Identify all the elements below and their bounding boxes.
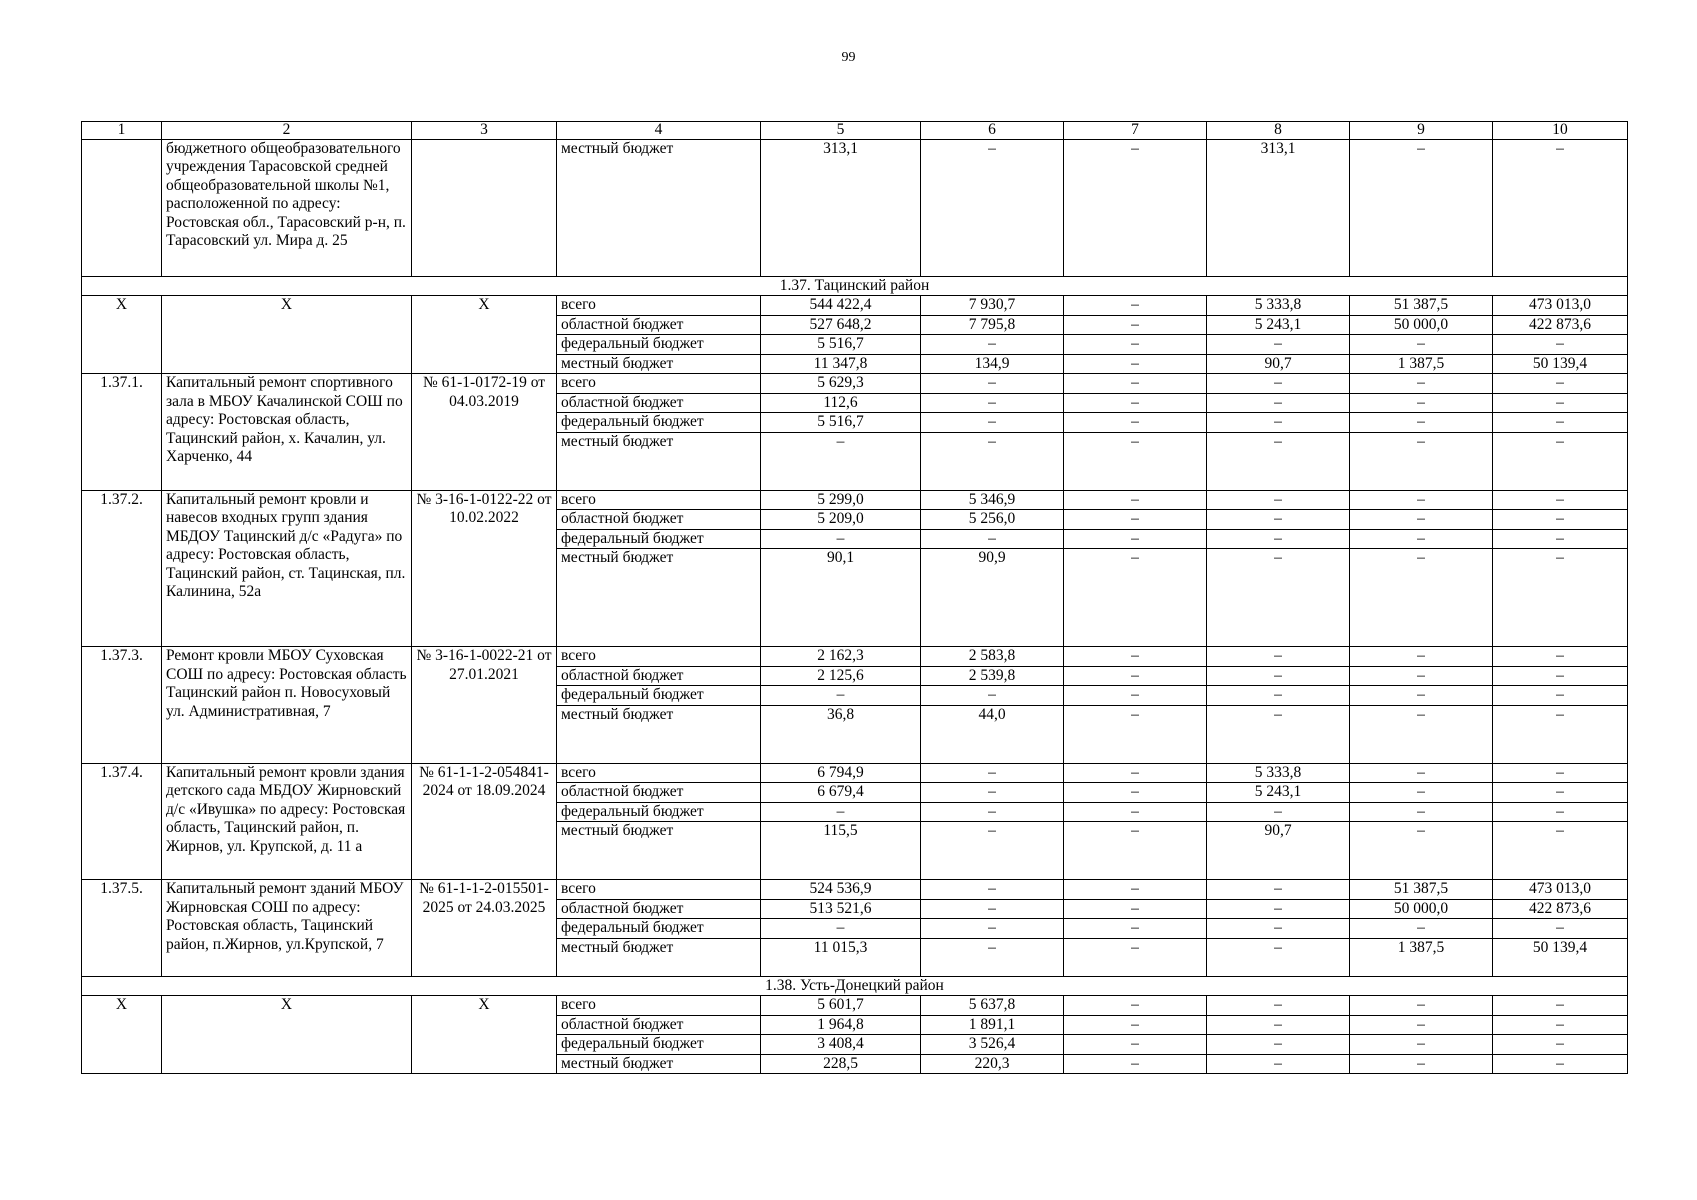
amount-cell: 36,8 xyxy=(761,705,921,763)
item-row xyxy=(82,139,1628,276)
amount-cell: 313,1 xyxy=(761,139,921,276)
amount-cell: – xyxy=(1493,432,1628,490)
amount-cell: – xyxy=(1064,938,1207,976)
amount-cell: – xyxy=(1064,899,1207,919)
amount-cell: – xyxy=(1493,413,1628,433)
amount-cell: 5 516,7 xyxy=(761,413,921,433)
amount-cell: – xyxy=(761,529,921,549)
amount-cell: – xyxy=(1493,490,1628,510)
amount-cell: – xyxy=(1064,529,1207,549)
funding-source: всего xyxy=(557,996,761,1016)
amount-cell: 90,7 xyxy=(1207,822,1350,880)
amount-cell: – xyxy=(1350,763,1493,783)
amount-cell: – xyxy=(1064,413,1207,433)
amount-cell: 220,3 xyxy=(921,1054,1064,1074)
item-name: X xyxy=(162,296,412,374)
amount-cell: – xyxy=(1064,315,1207,335)
amount-cell: 473 013,0 xyxy=(1493,296,1628,316)
amount-cell: – xyxy=(1064,139,1207,276)
amount-cell: 527 648,2 xyxy=(761,315,921,335)
amount-cell: – xyxy=(1207,802,1350,822)
amount-cell: – xyxy=(1493,374,1628,394)
column-number: 2 xyxy=(162,122,412,140)
amount-cell: – xyxy=(1350,335,1493,355)
amount-cell: – xyxy=(1207,647,1350,667)
amount-cell: – xyxy=(1207,938,1350,976)
amount-cell: – xyxy=(1064,880,1207,900)
amount-cell: – xyxy=(1064,996,1207,1016)
item-name: Капитальный ремонт зданий МБОУ Жирновская СОШ по адресу: Ростовская область, Тацинский район, п.Жирнов, ул.Крупской, 7 xyxy=(162,880,412,977)
amount-cell: 5 209,0 xyxy=(761,510,921,530)
amount-cell: 524 536,9 xyxy=(761,880,921,900)
item-document: № 61-1-1-2-015501-2025 от 24.03.2025 xyxy=(412,880,557,977)
amount-cell: – xyxy=(1064,335,1207,355)
amount-cell: 5 601,7 xyxy=(761,996,921,1016)
amount-cell: – xyxy=(1493,686,1628,706)
funding-source: местный бюджет xyxy=(557,549,761,647)
amount-cell: – xyxy=(1064,393,1207,413)
amount-cell: 5 629,3 xyxy=(761,374,921,394)
amount-cell: – xyxy=(1493,666,1628,686)
amount-cell: – xyxy=(1493,510,1628,530)
amount-cell: – xyxy=(1207,899,1350,919)
amount-cell: – xyxy=(1350,802,1493,822)
funding-source: местный бюджет xyxy=(557,354,761,374)
funding-source: федеральный бюджет xyxy=(557,529,761,549)
item-row xyxy=(82,490,1628,510)
amount-cell: – xyxy=(1064,432,1207,490)
amount-cell: – xyxy=(921,822,1064,880)
item-name: Капитальный ремонт кровли здания детского сада МБДОУ Жирновский д/с «Ивушка» по адресу: Ростовская область, Тацинский район, п. Жирнов, ул. Крупской, д. 11 а xyxy=(162,763,412,880)
amount-cell: 544 422,4 xyxy=(761,296,921,316)
amount-cell: 3 526,4 xyxy=(921,1035,1064,1055)
item-document: № 3-16-1-0122-22 от 10.02.2022 xyxy=(412,490,557,647)
amount-cell: – xyxy=(1350,1015,1493,1035)
section-title: 1.38. Усть-Донецкий район xyxy=(82,976,1628,996)
amount-cell: 2 125,6 xyxy=(761,666,921,686)
funding-source: всего xyxy=(557,490,761,510)
amount-cell: 1 891,1 xyxy=(921,1015,1064,1035)
amount-cell: – xyxy=(1207,1015,1350,1035)
funding-source: областной бюджет xyxy=(557,393,761,413)
amount-cell: 422 873,6 xyxy=(1493,899,1628,919)
funding-source: областной бюджет xyxy=(557,666,761,686)
funding-source: всего xyxy=(557,296,761,316)
item-name: Капитальный ремонт кровли и навесов входных групп здания МБДОУ Тацинский д/с «Радуга» по адресу: Ростовская область, Тацинский район, ст. Тацинская, пл. Калинина, 52а xyxy=(162,490,412,647)
amount-cell: 90,1 xyxy=(761,549,921,647)
amount-cell: – xyxy=(1207,1035,1350,1055)
amount-cell: – xyxy=(1350,1054,1493,1074)
amount-cell: 11 347,8 xyxy=(761,354,921,374)
amount-cell: – xyxy=(1493,335,1628,355)
amount-cell: 44,0 xyxy=(921,705,1064,763)
amount-cell: – xyxy=(1064,763,1207,783)
amount-cell: 5 243,1 xyxy=(1207,315,1350,335)
amount-cell: – xyxy=(1493,822,1628,880)
amount-cell: – xyxy=(1064,822,1207,880)
column-number: 8 xyxy=(1207,122,1350,140)
amount-cell: – xyxy=(761,802,921,822)
amount-cell: – xyxy=(1493,783,1628,803)
amount-cell: – xyxy=(1493,705,1628,763)
funding-source: областной бюджет xyxy=(557,315,761,335)
amount-cell: – xyxy=(921,763,1064,783)
amount-cell: – xyxy=(1493,393,1628,413)
amount-cell: – xyxy=(1350,686,1493,706)
item-number: X xyxy=(82,996,162,1074)
amount-cell: – xyxy=(1350,822,1493,880)
amount-cell: 5 243,1 xyxy=(1207,783,1350,803)
amount-cell: – xyxy=(921,335,1064,355)
amount-cell: – xyxy=(1207,393,1350,413)
amount-cell: 228,5 xyxy=(761,1054,921,1074)
amount-cell: – xyxy=(1064,783,1207,803)
amount-cell: – xyxy=(1493,139,1628,276)
page-number: 99 xyxy=(841,50,856,65)
amount-cell: – xyxy=(1207,1054,1350,1074)
amount-cell: – xyxy=(1350,510,1493,530)
amount-cell: – xyxy=(921,393,1064,413)
amount-cell: – xyxy=(1207,413,1350,433)
item-document: № 3-16-1-0022-21 от 27.01.2021 xyxy=(412,647,557,764)
column-number: 6 xyxy=(921,122,1064,140)
amount-cell: 5 256,0 xyxy=(921,510,1064,530)
amount-cell: – xyxy=(921,529,1064,549)
funding-source: всего xyxy=(557,763,761,783)
amount-cell: – xyxy=(921,139,1064,276)
amount-cell: – xyxy=(1207,666,1350,686)
amount-cell: – xyxy=(1207,549,1350,647)
item-row xyxy=(82,763,1628,783)
funding-source: федеральный бюджет xyxy=(557,413,761,433)
section-row xyxy=(82,276,1628,296)
amount-cell: 6 794,9 xyxy=(761,763,921,783)
funding-source: федеральный бюджет xyxy=(557,686,761,706)
amount-cell: – xyxy=(1493,763,1628,783)
funding-source: местный бюджет xyxy=(557,139,761,276)
funding-source: областной бюджет xyxy=(557,1015,761,1035)
funding-source: всего xyxy=(557,374,761,394)
amount-cell: – xyxy=(761,432,921,490)
amount-cell: 51 387,5 xyxy=(1350,296,1493,316)
amount-cell: 51 387,5 xyxy=(1350,880,1493,900)
item-row xyxy=(82,647,1628,667)
amount-cell: – xyxy=(1064,354,1207,374)
amount-cell: – xyxy=(921,899,1064,919)
amount-cell: 134,9 xyxy=(921,354,1064,374)
amount-cell: 90,9 xyxy=(921,549,1064,647)
amount-cell: – xyxy=(1207,335,1350,355)
amount-cell: – xyxy=(921,919,1064,939)
amount-cell: – xyxy=(1350,139,1493,276)
amount-cell: 313,1 xyxy=(1207,139,1350,276)
amount-cell: – xyxy=(1207,432,1350,490)
amount-cell: – xyxy=(921,938,1064,976)
amount-cell: – xyxy=(1493,529,1628,549)
column-number: 3 xyxy=(412,122,557,140)
item-number: 1.37.2. xyxy=(82,490,162,647)
item-document: № 61-1-1-2-054841-2024 от 18.09.2024 xyxy=(412,763,557,880)
amount-cell: – xyxy=(1064,374,1207,394)
item-number xyxy=(82,139,162,276)
amount-cell: – xyxy=(921,802,1064,822)
amount-cell: – xyxy=(1207,919,1350,939)
amount-cell: – xyxy=(1064,490,1207,510)
amount-cell: 5 516,7 xyxy=(761,335,921,355)
amount-cell: – xyxy=(761,919,921,939)
amount-cell: – xyxy=(1350,432,1493,490)
item-number: 1.37.1. xyxy=(82,374,162,491)
summary-row xyxy=(82,996,1628,1016)
section-title: 1.37. Тацинский район xyxy=(82,276,1628,296)
amount-cell: – xyxy=(1350,413,1493,433)
amount-cell: – xyxy=(1350,666,1493,686)
amount-cell: 2 162,3 xyxy=(761,647,921,667)
funding-source: местный бюджет xyxy=(557,1054,761,1074)
amount-cell: 5 333,8 xyxy=(1207,763,1350,783)
amount-cell: 6 679,4 xyxy=(761,783,921,803)
amount-cell: – xyxy=(1350,529,1493,549)
amount-cell: – xyxy=(921,880,1064,900)
column-number: 10 xyxy=(1493,122,1628,140)
item-number: 1.37.3. xyxy=(82,647,162,764)
amount-cell: – xyxy=(1493,919,1628,939)
amount-cell: 50 000,0 xyxy=(1350,315,1493,335)
amount-cell: – xyxy=(1350,374,1493,394)
item-name: бюджетного общеобразовательного учреждения Тарасовской средней общеобразовательной школы №1, расположенной по адресу: Ростовская обл., Тарасовский р-н, п. Тарасовский ул. Мира д. 25 xyxy=(162,139,412,276)
funding-source: местный бюджет xyxy=(557,938,761,976)
item-name: X xyxy=(162,996,412,1074)
item-number: 1.37.5. xyxy=(82,880,162,977)
amount-cell: – xyxy=(1207,374,1350,394)
item-number: 1.37.4. xyxy=(82,763,162,880)
amount-cell: – xyxy=(921,413,1064,433)
amount-cell: 1 964,8 xyxy=(761,1015,921,1035)
amount-cell: – xyxy=(1350,919,1493,939)
amount-cell: – xyxy=(1493,647,1628,667)
funding-source: всего xyxy=(557,647,761,667)
item-document xyxy=(412,139,557,276)
column-number: 5 xyxy=(761,122,921,140)
funding-source: федеральный бюджет xyxy=(557,335,761,355)
amount-cell: 1 387,5 xyxy=(1350,354,1493,374)
amount-cell: 7 795,8 xyxy=(921,315,1064,335)
amount-cell: – xyxy=(1350,783,1493,803)
amount-cell: – xyxy=(1493,1035,1628,1055)
amount-cell: – xyxy=(1064,510,1207,530)
amount-cell: – xyxy=(1207,529,1350,549)
summary-row xyxy=(82,296,1628,316)
funding-source: областной бюджет xyxy=(557,510,761,530)
amount-cell: – xyxy=(1493,1054,1628,1074)
funding-source: федеральный бюджет xyxy=(557,919,761,939)
amount-cell: 1 387,5 xyxy=(1350,938,1493,976)
item-document: X xyxy=(412,296,557,374)
item-row xyxy=(82,880,1628,900)
amount-cell: 112,6 xyxy=(761,393,921,413)
amount-cell: – xyxy=(1493,802,1628,822)
amount-cell: – xyxy=(1064,666,1207,686)
amount-cell: – xyxy=(1350,647,1493,667)
amount-cell: – xyxy=(1064,647,1207,667)
amount-cell: 115,5 xyxy=(761,822,921,880)
funding-source: федеральный бюджет xyxy=(557,1035,761,1055)
amount-cell: 5 333,8 xyxy=(1207,296,1350,316)
amount-cell: 50 000,0 xyxy=(1350,899,1493,919)
column-number: 1 xyxy=(82,122,162,140)
budget-table-body xyxy=(82,122,1628,1074)
amount-cell: – xyxy=(1064,705,1207,763)
amount-cell: – xyxy=(1207,510,1350,530)
funding-source: областной бюджет xyxy=(557,783,761,803)
amount-cell: – xyxy=(1064,686,1207,706)
item-name: Капитальный ремонт спортивного зала в МБОУ Качалинской СОШ по адресу: Ростовская область, Тацинский район, х. Качалин, ул. Харченко, 44 xyxy=(162,374,412,491)
amount-cell: – xyxy=(1493,1015,1628,1035)
amount-cell: – xyxy=(1064,549,1207,647)
budget-table xyxy=(81,121,1628,1074)
amount-cell: 90,7 xyxy=(1207,354,1350,374)
amount-cell: – xyxy=(921,374,1064,394)
amount-cell: 3 408,4 xyxy=(761,1035,921,1055)
amount-cell: – xyxy=(1350,549,1493,647)
column-number: 7 xyxy=(1064,122,1207,140)
amount-cell: – xyxy=(1064,1054,1207,1074)
amount-cell: – xyxy=(1350,705,1493,763)
amount-cell: – xyxy=(921,783,1064,803)
amount-cell: – xyxy=(1064,1015,1207,1035)
funding-source: местный бюджет xyxy=(557,705,761,763)
amount-cell: 5 299,0 xyxy=(761,490,921,510)
funding-source: федеральный бюджет xyxy=(557,802,761,822)
amount-cell: 2 583,8 xyxy=(921,647,1064,667)
funding-source: местный бюджет xyxy=(557,822,761,880)
funding-source: местный бюджет xyxy=(557,432,761,490)
amount-cell: 5 346,9 xyxy=(921,490,1064,510)
amount-cell: 50 139,4 xyxy=(1493,938,1628,976)
amount-cell: – xyxy=(1207,880,1350,900)
amount-cell: – xyxy=(1493,549,1628,647)
amount-cell: – xyxy=(1064,802,1207,822)
amount-cell: 473 013,0 xyxy=(1493,880,1628,900)
column-number: 9 xyxy=(1350,122,1493,140)
amount-cell: 11 015,3 xyxy=(761,938,921,976)
amount-cell: – xyxy=(1064,296,1207,316)
section-row xyxy=(82,976,1628,996)
amount-cell: 5 637,8 xyxy=(921,996,1064,1016)
amount-cell: – xyxy=(1493,996,1628,1016)
column-number-row xyxy=(82,122,1628,140)
amount-cell: 7 930,7 xyxy=(921,296,1064,316)
amount-cell: 422 873,6 xyxy=(1493,315,1628,335)
item-document: № 61-1-0172-19 от 04.03.2019 xyxy=(412,374,557,491)
column-number: 4 xyxy=(557,122,761,140)
amount-cell: – xyxy=(1207,490,1350,510)
amount-cell: 50 139,4 xyxy=(1493,354,1628,374)
amount-cell: – xyxy=(1350,490,1493,510)
amount-cell: – xyxy=(1350,393,1493,413)
amount-cell: – xyxy=(921,432,1064,490)
amount-cell: – xyxy=(921,686,1064,706)
item-row xyxy=(82,374,1628,394)
amount-cell: – xyxy=(1207,686,1350,706)
amount-cell: 2 539,8 xyxy=(921,666,1064,686)
item-name: Ремонт кровли МБОУ Суховская СОШ по адресу: Ростовская область Тацинский район п. Новосуховый ул. Административная, 7 xyxy=(162,647,412,764)
amount-cell: – xyxy=(1350,1035,1493,1055)
item-document: X xyxy=(412,996,557,1074)
amount-cell: – xyxy=(1064,919,1207,939)
funding-source: областной бюджет xyxy=(557,899,761,919)
amount-cell: 513 521,6 xyxy=(761,899,921,919)
amount-cell: – xyxy=(1350,996,1493,1016)
amount-cell: – xyxy=(1207,705,1350,763)
amount-cell: – xyxy=(761,686,921,706)
item-number: X xyxy=(82,296,162,374)
amount-cell: – xyxy=(1064,1035,1207,1055)
amount-cell: – xyxy=(1207,996,1350,1016)
funding-source: всего xyxy=(557,880,761,900)
